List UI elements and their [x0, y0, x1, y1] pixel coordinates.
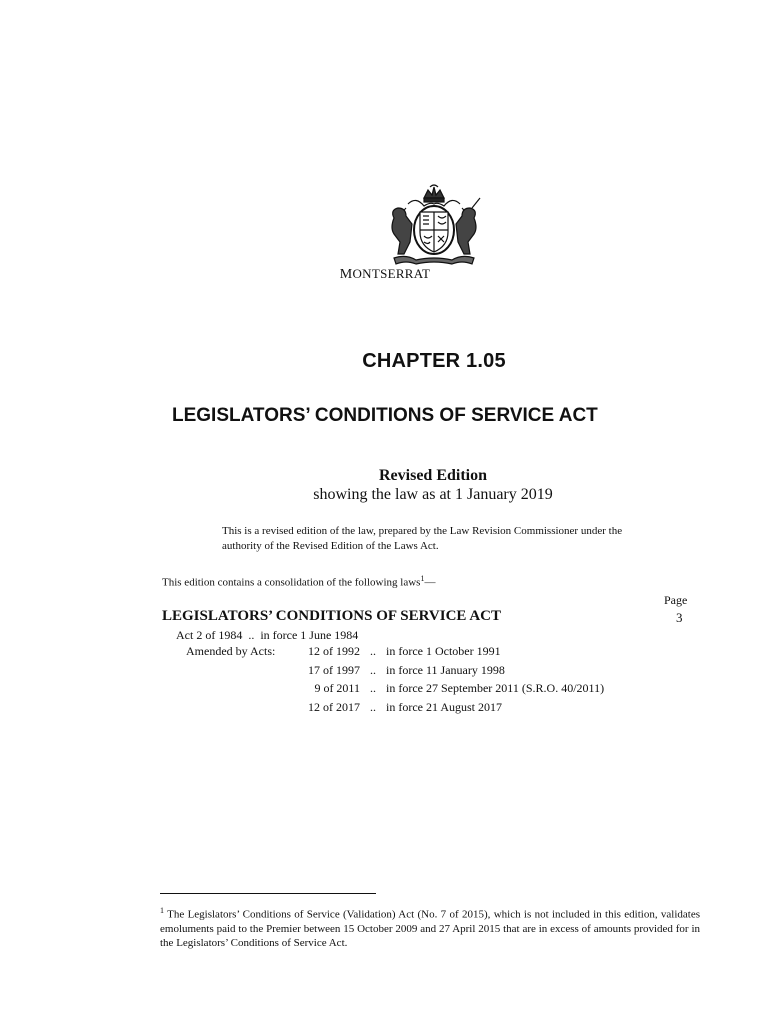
amendment-row [186, 644, 604, 663]
amendment-act: 9 of 2011 [314, 681, 360, 695]
footnote-divider [160, 893, 376, 894]
revision-note: This is a revised edition of the law, prepared by the Law Revision Commissioner under the authority of the Revised Edition of the Laws Act. [222, 525, 623, 552]
amendment-force: in force 21 August 2017 [386, 699, 502, 714]
country-name [0, 266, 770, 283]
country-initial: M [339, 267, 353, 282]
amendment-row [186, 700, 604, 719]
amendments-table [186, 644, 604, 718]
amendment-force: in force 27 September 2011 (S.R.O. 40/2011) [386, 681, 605, 695]
amendment-sep: .. [370, 644, 376, 658]
amended-by-label: Amended by Acts: [186, 644, 276, 658]
chapter-heading: CHAPTER 1.05 [362, 350, 506, 372]
consolidation-intro [162, 574, 435, 589]
revised-edition-label: Revised Edition [378, 467, 487, 484]
country-rest: ONTSERRAT [352, 266, 431, 281]
act-page-number: 3 [676, 610, 683, 625]
footnote [160, 904, 700, 950]
amendment-row [186, 681, 604, 700]
footnote-marker: 1 [160, 906, 164, 915]
page-column-header: Page [664, 593, 688, 607]
amendment-sep: .. [370, 699, 376, 714]
coat-of-arms-icon [386, 184, 482, 266]
amendment-act: 17 of 1997 [308, 662, 360, 677]
footnote-text: The Legislators’ Conditions of Service (Validation) Act (No. 7 of 2015), which is not included in this edition, validates emoluments paid to the Premier between 15 October 2009 and 27 April 2015 that are in excess of amounts provided for in the Legislators’ Conditions of Service Act. [160, 908, 700, 949]
amendment-act: 12 of 2017 [308, 699, 360, 714]
amendment-force: in force 11 January 1998 [386, 662, 505, 677]
amendment-act: 12 of 1992 [308, 644, 360, 658]
footnote-reference[interactable]: 1 [420, 574, 425, 583]
original-act-sep: .. [248, 628, 255, 642]
original-act: Act 2 of 1984 [176, 628, 243, 642]
consolidation-intro-text: This edition contains a consolidation of the following laws [162, 576, 421, 589]
original-act-line [176, 628, 358, 643]
consolidated-act-title: LEGISLATORS’ CONDITIONS OF SERVICE ACT [162, 608, 502, 624]
amendment-force: in force 1 October 1991 [386, 644, 501, 658]
consolidation-intro-dash: — [424, 576, 436, 589]
amendment-sep: .. [370, 662, 376, 677]
original-act-force: in force 1 June 1984 [260, 628, 359, 642]
act-title: LEGISLATORS’ CONDITIONS OF SERVICE ACT [172, 405, 598, 426]
showing-law-date: showing the law as at 1 January 2019 [313, 486, 553, 503]
amendment-sep: .. [370, 681, 376, 695]
amendment-row [186, 663, 604, 682]
